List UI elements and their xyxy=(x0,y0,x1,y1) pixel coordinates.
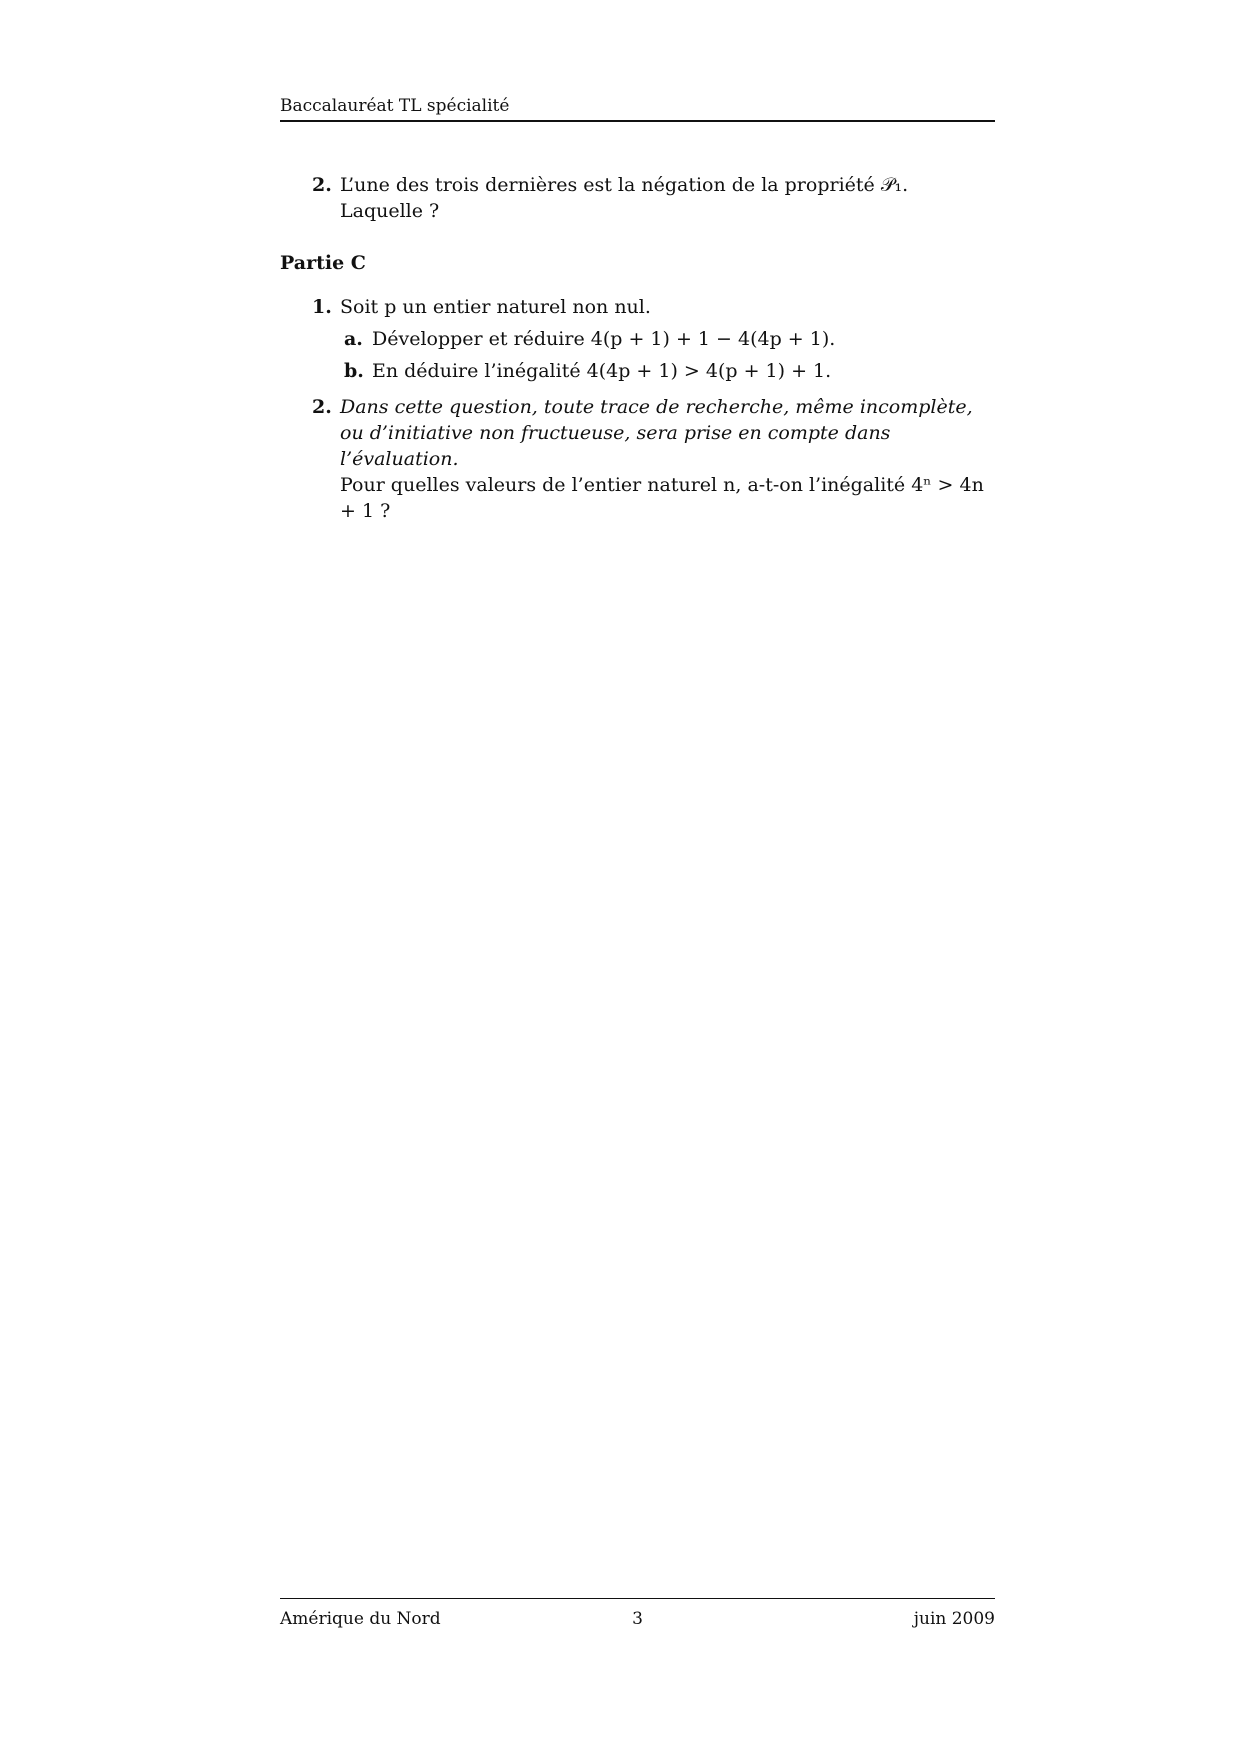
part-c-question-1a xyxy=(280,326,995,352)
question-number: 2. xyxy=(312,396,332,418)
question-number: 1. xyxy=(312,296,332,318)
part-c-question-1 xyxy=(280,294,995,320)
subquestion-label: b. xyxy=(344,360,364,382)
part-c-question-1b xyxy=(280,358,995,384)
question-number: 2. xyxy=(312,174,332,196)
subquestion-text: Développer et réduire 4(p + 1) + 1 − 4(4p + 1). xyxy=(372,328,836,350)
footer-location: Amérique du Nord xyxy=(280,1609,441,1629)
question-text: Soit p un entier naturel non nul. xyxy=(340,296,651,318)
page-content xyxy=(280,172,995,524)
subquestion-text: En déduire l’inégalité 4(4p + 1) > 4(p + 1) + 1. xyxy=(372,360,832,382)
page-number: 3 xyxy=(632,1609,643,1629)
part-b-question-2 xyxy=(280,172,995,224)
part-c-question-2 xyxy=(280,394,995,524)
question-text: Pour quelles valeurs de l’entier naturel n, a-t-on l’inégalité 4ⁿ > 4n + 1 ? xyxy=(340,474,984,522)
question-instruction: Dans cette question, toute trace de recherche, même incomplète, ou d’initiative non fructueuse, sera prise en compte dans l’évaluation. xyxy=(340,396,973,470)
question-text: L’une des trois dernières est la négation de la propriété 𝒫₁. Laquelle ? xyxy=(340,174,909,222)
subquestion-label: a. xyxy=(344,328,363,350)
part-c-title: Partie C xyxy=(280,252,366,274)
page-footer xyxy=(280,1598,995,1633)
footer-date: juin 2009 xyxy=(913,1609,995,1629)
header-title: Baccalauréat TL spécialité xyxy=(280,96,510,116)
page-header xyxy=(280,96,995,122)
